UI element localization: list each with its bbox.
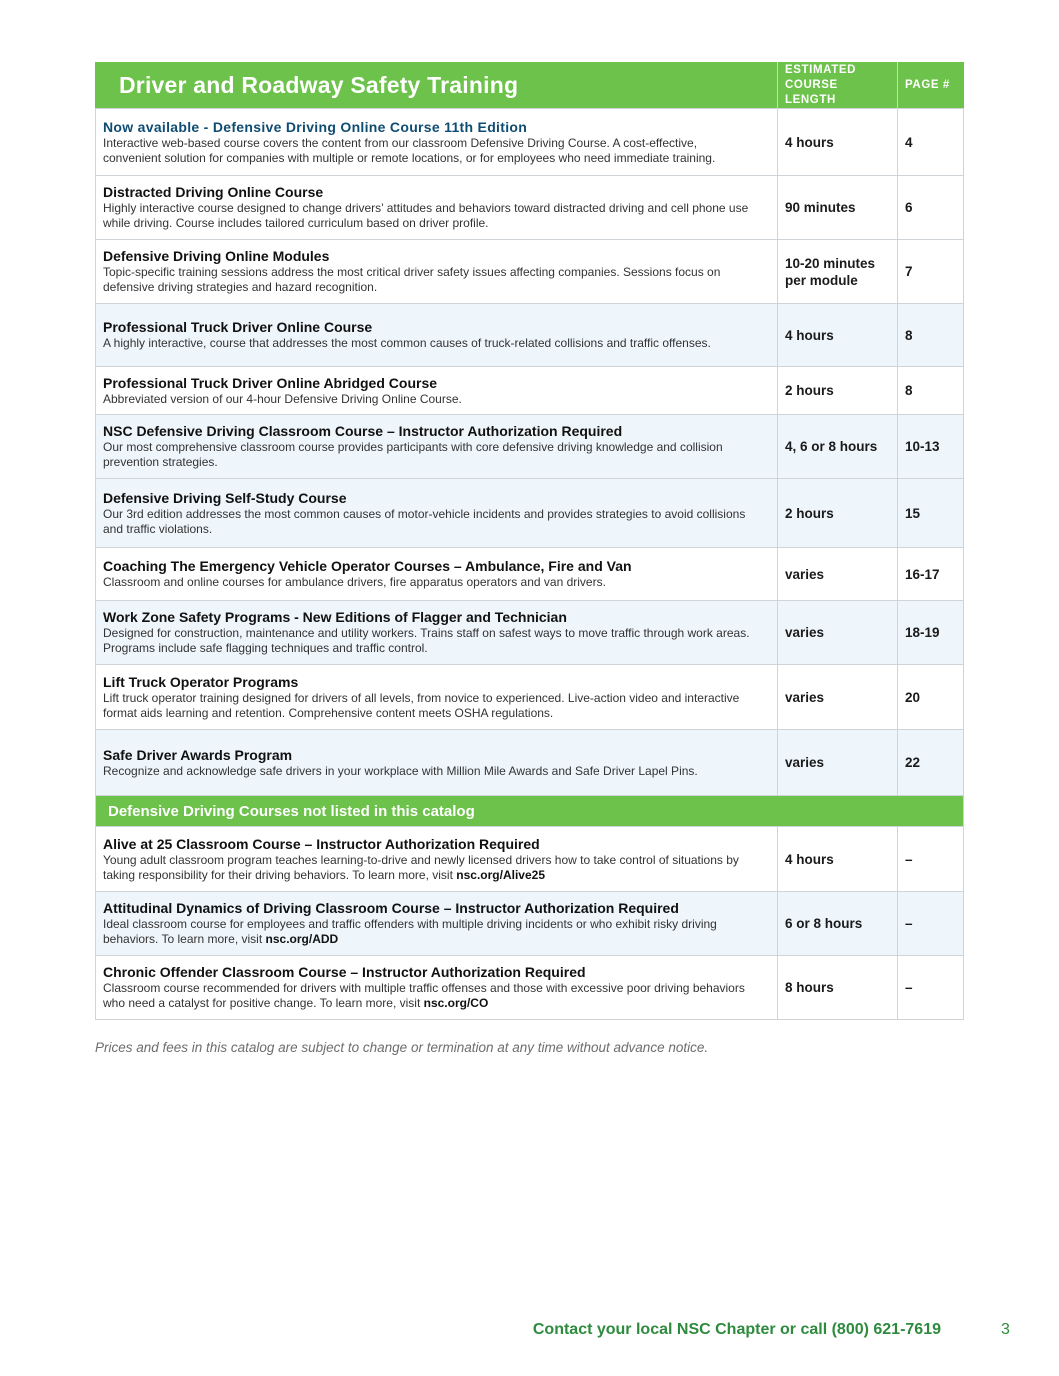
table-row xyxy=(96,367,964,415)
course-page: 18-19 xyxy=(898,601,964,665)
course-length: 4 hours xyxy=(778,827,898,892)
course-title: Professional Truck Driver Online Abridged Course xyxy=(103,374,438,391)
course-page: 10-13 xyxy=(898,415,964,479)
course-title: Defensive Driving Self-Study Course xyxy=(103,489,347,506)
course-title: Work Zone Safety Programs - New Editions of Flagger and Technician xyxy=(103,609,567,625)
course-description: A highly interactive, course that addresses the most common causes of truck-related collisions and traffic offenses. xyxy=(103,336,711,350)
page-number: 3 xyxy=(1001,1321,1010,1338)
table-row xyxy=(96,892,964,956)
course-page: 22 xyxy=(898,730,964,796)
table-header xyxy=(96,63,964,109)
course-title: Professional Truck Driver Online Course xyxy=(103,319,373,335)
course-description: Designed for construction, maintenance and utility workers. Trains staff on safest ways to move traffic through work areas. Programs include safe flagging techniques and traffic control. xyxy=(103,626,750,655)
page-number-header: PAGE # xyxy=(898,63,964,109)
course-title: Defensive Driving Online Modules xyxy=(103,248,330,264)
table-row xyxy=(96,730,964,796)
course-page: 7 xyxy=(898,240,964,304)
table-row xyxy=(96,240,964,304)
course-page: – xyxy=(898,827,964,892)
table-row xyxy=(96,479,964,548)
course-description: Our 3rd edition addresses the most common causes of motor-vehicle incidents and provides strategies to avoid collisions and traffic violations. xyxy=(103,506,746,536)
course-length: 2 hours xyxy=(778,479,898,548)
table-row xyxy=(96,176,964,240)
course-length: 90 minutes xyxy=(778,176,898,240)
table-row xyxy=(96,109,964,176)
course-length: varies xyxy=(778,601,898,665)
course-page: 8 xyxy=(898,367,964,415)
course-title: Now available - Defensive Driving Online Course 11th Edition xyxy=(103,118,528,135)
course-title: Lift Truck Operator Programs xyxy=(103,673,299,690)
course-length-header: ESTIMATED COURSE LENGTH xyxy=(778,63,898,109)
course-page: 16-17 xyxy=(898,548,964,601)
table-row xyxy=(96,827,964,892)
course-description: Abbreviated version of our 4-hour Defensive Driving Online Course. xyxy=(103,391,462,406)
course-link[interactable]: nsc.org/Alive25 xyxy=(456,867,545,882)
course-description: Young adult classroom program teaches learning-to-drive and newly licensed drivers how to take control of situations by taking responsibility for their driving behaviors. To learn more, visit xyxy=(103,852,739,882)
course-description: Highly interactive course designed to change drivers’ attitudes and behaviors toward distracted driving and cell phone use while driving. Course includes tailored curriculum based on driver profile. xyxy=(103,201,749,230)
course-length: 4 hours xyxy=(778,304,898,367)
course-page: 4 xyxy=(898,109,964,176)
course-length: varies xyxy=(778,665,898,730)
course-length: 4, 6 or 8 hours xyxy=(778,415,898,479)
course-description: Ideal classroom course for employees and traffic offenders with multiple driving incidents or who exhibit risky driving behaviors. To learn more, visit xyxy=(103,917,717,946)
course-page: 8 xyxy=(898,304,964,367)
course-description: Topic-specific training sessions address the most critical driver safety issues affecting companies. Sessions focus on defensive driving strategies and hazard recognition. xyxy=(103,265,721,294)
course-description: Interactive web-based course covers the content from our classroom Defensive Driving Course. A cost-effective, convenient solution for companies with multiple or remote locations, or for employees who need immediate training. xyxy=(103,135,716,165)
table-row xyxy=(96,304,964,367)
table-title: Driver and Roadway Safety Training xyxy=(96,63,778,109)
course-table xyxy=(95,62,964,1020)
course-page: 15 xyxy=(898,479,964,548)
course-title: Safe Driver Awards Program xyxy=(103,746,293,763)
disclaimer: Prices and fees in this catalog are subject to change or termination at any time without advance notice. xyxy=(95,1040,709,1055)
section-title: Defensive Driving Courses not listed in this catalog xyxy=(96,796,964,827)
course-length: 4 hours xyxy=(778,109,898,176)
course-length: varies xyxy=(778,548,898,601)
course-length: 2 hours xyxy=(778,367,898,415)
course-page: – xyxy=(898,956,964,1020)
course-length: varies xyxy=(778,730,898,796)
contact-line: Contact your local NSC Chapter or call (800) 621-7619 xyxy=(532,1321,941,1338)
course-description: Lift truck operator training designed for drivers of all levels, from novice to experienced. Live-action video and interactive format aids learning and retention. Comprehensive content meets OSHA regulations. xyxy=(103,690,740,720)
course-length: 6 or 8 hours xyxy=(778,892,898,956)
table-row xyxy=(96,415,964,479)
course-title: Distracted Driving Online Course xyxy=(103,184,324,200)
course-link[interactable]: nsc.org/CO xyxy=(423,996,489,1010)
course-description: Our most comprehensive classroom course provides participants with core defensive driving knowledge and collision prevention strategies. xyxy=(103,440,723,469)
course-page: 20 xyxy=(898,665,964,730)
course-page: 6 xyxy=(898,176,964,240)
course-length: 8 hours xyxy=(778,956,898,1020)
table-row xyxy=(96,956,964,1020)
course-description: Classroom course recommended for drivers with multiple traffic offenses and those with excessive poor driving behaviors who need a catalyst for positive change. To learn more, visit xyxy=(103,981,745,1010)
course-description: Classroom and online courses for ambulance drivers, fire apparatus operators and van drivers. xyxy=(103,575,606,589)
course-title: NSC Defensive Driving Classroom Course – Instructor Authorization Required xyxy=(103,423,623,439)
table-row xyxy=(96,601,964,665)
course-description: Recognize and acknowledge safe drivers in your workplace with Million Mile Awards and Safe Driver Lapel Pins. xyxy=(103,763,698,778)
table-row xyxy=(96,665,964,730)
course-page: – xyxy=(898,892,964,956)
course-title: Alive at 25 Classroom Course – Instructor Authorization Required xyxy=(103,835,540,852)
course-title: Coaching The Emergency Vehicle Operator Courses – Ambulance, Fire and Van xyxy=(103,558,632,574)
course-length: 10-20 minutes per module xyxy=(778,240,898,304)
table-row xyxy=(96,548,964,601)
course-link[interactable]: nsc.org/ADD xyxy=(265,932,339,946)
course-title: Attitudinal Dynamics of Driving Classroom Course – Instructor Authorization Required xyxy=(103,900,679,916)
section-header-row xyxy=(96,796,964,827)
course-title: Chronic Offender Classroom Course – Instructor Authorization Required xyxy=(103,964,586,980)
